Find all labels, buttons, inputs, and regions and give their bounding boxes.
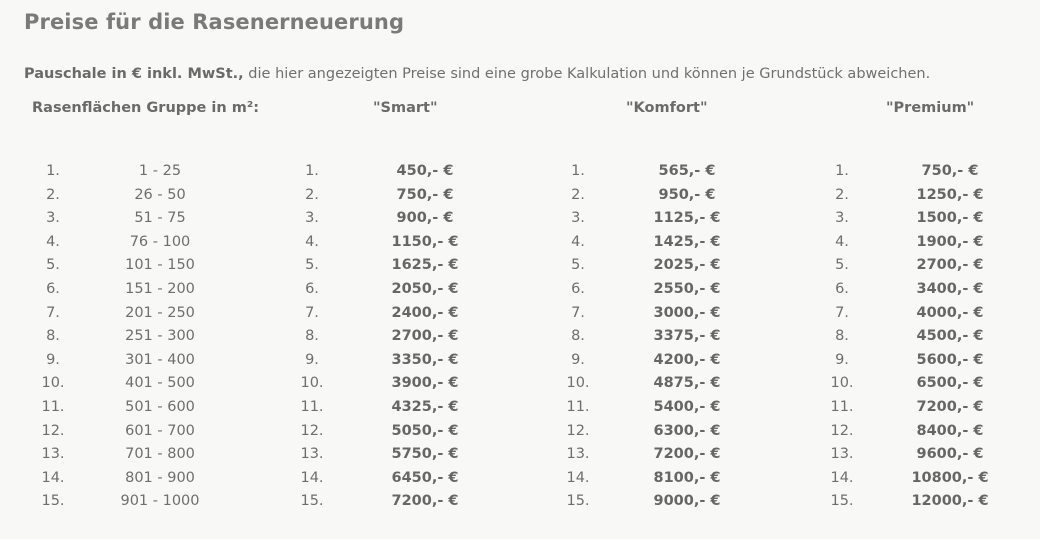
price-komfort: 6300,- € [653, 422, 721, 439]
row-number: 8. [571, 328, 585, 345]
page-title: Preise für die Rasenerneuerung [24, 10, 405, 34]
row-number: 11. [41, 398, 65, 415]
row-number: 9. [46, 351, 60, 368]
price-smart: 5050,- € [391, 422, 459, 439]
price-smart: 1625,- € [391, 257, 459, 274]
price-smart: 3900,- € [391, 375, 459, 392]
area-range: 301 - 400 [125, 351, 195, 368]
row-number: 13. [300, 446, 324, 463]
price-komfort: 7200,- € [653, 446, 721, 463]
price-premium: 4000,- € [916, 304, 984, 321]
row-number: 11. [566, 398, 590, 415]
price-komfort: 5400,- € [653, 398, 721, 415]
price-komfort: 9000,- € [653, 493, 721, 510]
row-number: 12. [41, 422, 65, 439]
area-range: 801 - 900 [125, 469, 195, 486]
row-number: 15. [300, 493, 324, 510]
row-number: 15. [41, 493, 65, 510]
price-premium: 8400,- € [916, 422, 984, 439]
price-komfort: 3000,- € [653, 304, 721, 321]
row-number: 7. [571, 304, 585, 321]
row-number: 2. [835, 186, 849, 203]
table-row [0, 254, 1040, 278]
table-row [0, 278, 1040, 302]
row-number: 5. [835, 257, 849, 274]
price-premium: 1250,- € [916, 186, 984, 203]
table-row [0, 420, 1040, 444]
header-group: Rasenflächen Gruppe in m²: [32, 100, 260, 116]
row-number: 8. [835, 328, 849, 345]
row-number: 3. [835, 210, 849, 227]
price-smart: 5750,- € [391, 446, 459, 463]
table-row [0, 160, 1040, 184]
price-komfort: 2550,- € [653, 280, 721, 297]
area-range: 201 - 250 [125, 304, 195, 321]
price-premium: 1900,- € [916, 233, 984, 250]
row-number: 9. [571, 351, 585, 368]
price-premium: 7200,- € [916, 398, 984, 415]
area-range: 401 - 500 [125, 375, 195, 392]
price-smart: 750,- € [396, 186, 454, 203]
row-number: 5. [305, 257, 319, 274]
price-table [0, 160, 1040, 514]
row-number: 1. [305, 163, 319, 179]
row-number: 5. [46, 257, 60, 274]
table-row [0, 349, 1040, 373]
table-row [0, 207, 1040, 231]
price-smart: 450,- € [396, 163, 454, 179]
price-premium: 10800,- € [911, 469, 989, 486]
table-row [0, 372, 1040, 396]
area-range: 51 - 75 [134, 210, 186, 227]
table-row [0, 396, 1040, 420]
row-number: 13. [830, 446, 854, 463]
intro-text [24, 66, 930, 82]
row-number: 10. [566, 375, 590, 392]
price-komfort: 1425,- € [653, 233, 721, 250]
row-number: 3. [46, 210, 60, 227]
row-number: 14. [300, 469, 324, 486]
price-premium: 5600,- € [916, 351, 984, 368]
price-smart: 1150,- € [391, 233, 459, 250]
row-number: 14. [566, 469, 590, 486]
price-premium: 6500,- € [916, 375, 984, 392]
row-number: 6. [571, 280, 585, 297]
row-number: 1. [46, 163, 60, 179]
table-row [0, 325, 1040, 349]
row-number: 7. [305, 304, 319, 321]
row-number: 5. [571, 257, 585, 274]
row-number: 4. [46, 233, 60, 250]
row-number: 10. [41, 375, 65, 392]
price-smart: 2050,- € [391, 280, 459, 297]
price-smart: 900,- € [396, 210, 454, 227]
table-row [0, 231, 1040, 255]
area-range: 1 - 25 [138, 163, 182, 179]
price-komfort: 1125,- € [653, 210, 721, 227]
row-number: 13. [41, 446, 65, 463]
row-number: 11. [300, 398, 324, 415]
price-smart: 4325,- € [391, 398, 459, 415]
row-number: 4. [305, 233, 319, 250]
row-number: 6. [46, 280, 60, 297]
table-row [0, 467, 1040, 491]
area-range: 151 - 200 [125, 280, 195, 297]
table-row [0, 302, 1040, 326]
header-smart: "Smart" [373, 100, 438, 116]
row-number: 12. [830, 422, 854, 439]
price-smart: 6450,- € [391, 469, 459, 486]
row-number: 12. [300, 422, 324, 439]
header-premium: "Premium" [886, 100, 975, 116]
row-number: 11. [830, 398, 854, 415]
price-komfort: 565,- € [658, 163, 716, 179]
row-number: 10. [830, 375, 854, 392]
area-range: 101 - 150 [125, 257, 195, 274]
row-number: 2. [46, 186, 60, 203]
price-smart: 2700,- € [391, 328, 459, 345]
header-komfort: "Komfort" [626, 100, 708, 116]
area-range: 701 - 800 [125, 446, 195, 463]
row-number: 3. [571, 210, 585, 227]
row-number: 1. [835, 163, 849, 179]
row-number: 2. [571, 186, 585, 203]
price-komfort: 8100,- € [653, 469, 721, 486]
row-number: 15. [566, 493, 590, 510]
row-number: 14. [41, 469, 65, 486]
row-number: 8. [46, 328, 60, 345]
price-komfort: 950,- € [658, 186, 716, 203]
price-premium: 3400,- € [916, 280, 984, 297]
row-number: 12. [566, 422, 590, 439]
row-number: 3. [305, 210, 319, 227]
area-range: 251 - 300 [125, 328, 195, 345]
price-smart: 2400,- € [391, 304, 459, 321]
row-number: 2. [305, 186, 319, 203]
price-smart: 3350,- € [391, 351, 459, 368]
row-number: 1. [571, 163, 585, 179]
area-range: 901 - 1000 [120, 493, 200, 510]
price-komfort: 3375,- € [653, 328, 721, 345]
price-komfort: 2025,- € [653, 257, 721, 274]
table-row [0, 490, 1040, 514]
area-range: 501 - 600 [125, 398, 195, 415]
row-number: 4. [835, 233, 849, 250]
row-number: 6. [835, 280, 849, 297]
row-number: 9. [835, 351, 849, 368]
row-number: 7. [835, 304, 849, 321]
row-number: 4. [571, 233, 585, 250]
price-komfort: 4200,- € [653, 351, 721, 368]
price-premium: 750,- € [921, 163, 979, 179]
price-premium: 2700,- € [916, 257, 984, 274]
price-premium: 1500,- € [916, 210, 984, 227]
table-row [0, 184, 1040, 208]
row-number: 7. [46, 304, 60, 321]
price-premium: 4500,- € [916, 328, 984, 345]
price-premium: 12000,- € [911, 493, 989, 510]
row-number: 14. [830, 469, 854, 486]
area-range: 76 - 100 [129, 233, 191, 250]
price-smart: 7200,- € [391, 493, 459, 510]
area-range: 601 - 700 [125, 422, 195, 439]
intro-bold: Pauschale in € inkl. MwSt., [24, 66, 244, 82]
intro-rest: die hier angezeigten Preise sind eine grobe Kalkulation und können je Grundstück abweichen. [243, 66, 931, 82]
row-number: 8. [305, 328, 319, 345]
row-number: 9. [305, 351, 319, 368]
row-number: 13. [566, 446, 590, 463]
row-number: 15. [830, 493, 854, 510]
area-range: 26 - 50 [134, 186, 186, 203]
row-number: 6. [305, 280, 319, 297]
price-premium: 9600,- € [916, 446, 984, 463]
row-number: 10. [300, 375, 324, 392]
table-row [0, 443, 1040, 467]
price-komfort: 4875,- € [653, 375, 721, 392]
